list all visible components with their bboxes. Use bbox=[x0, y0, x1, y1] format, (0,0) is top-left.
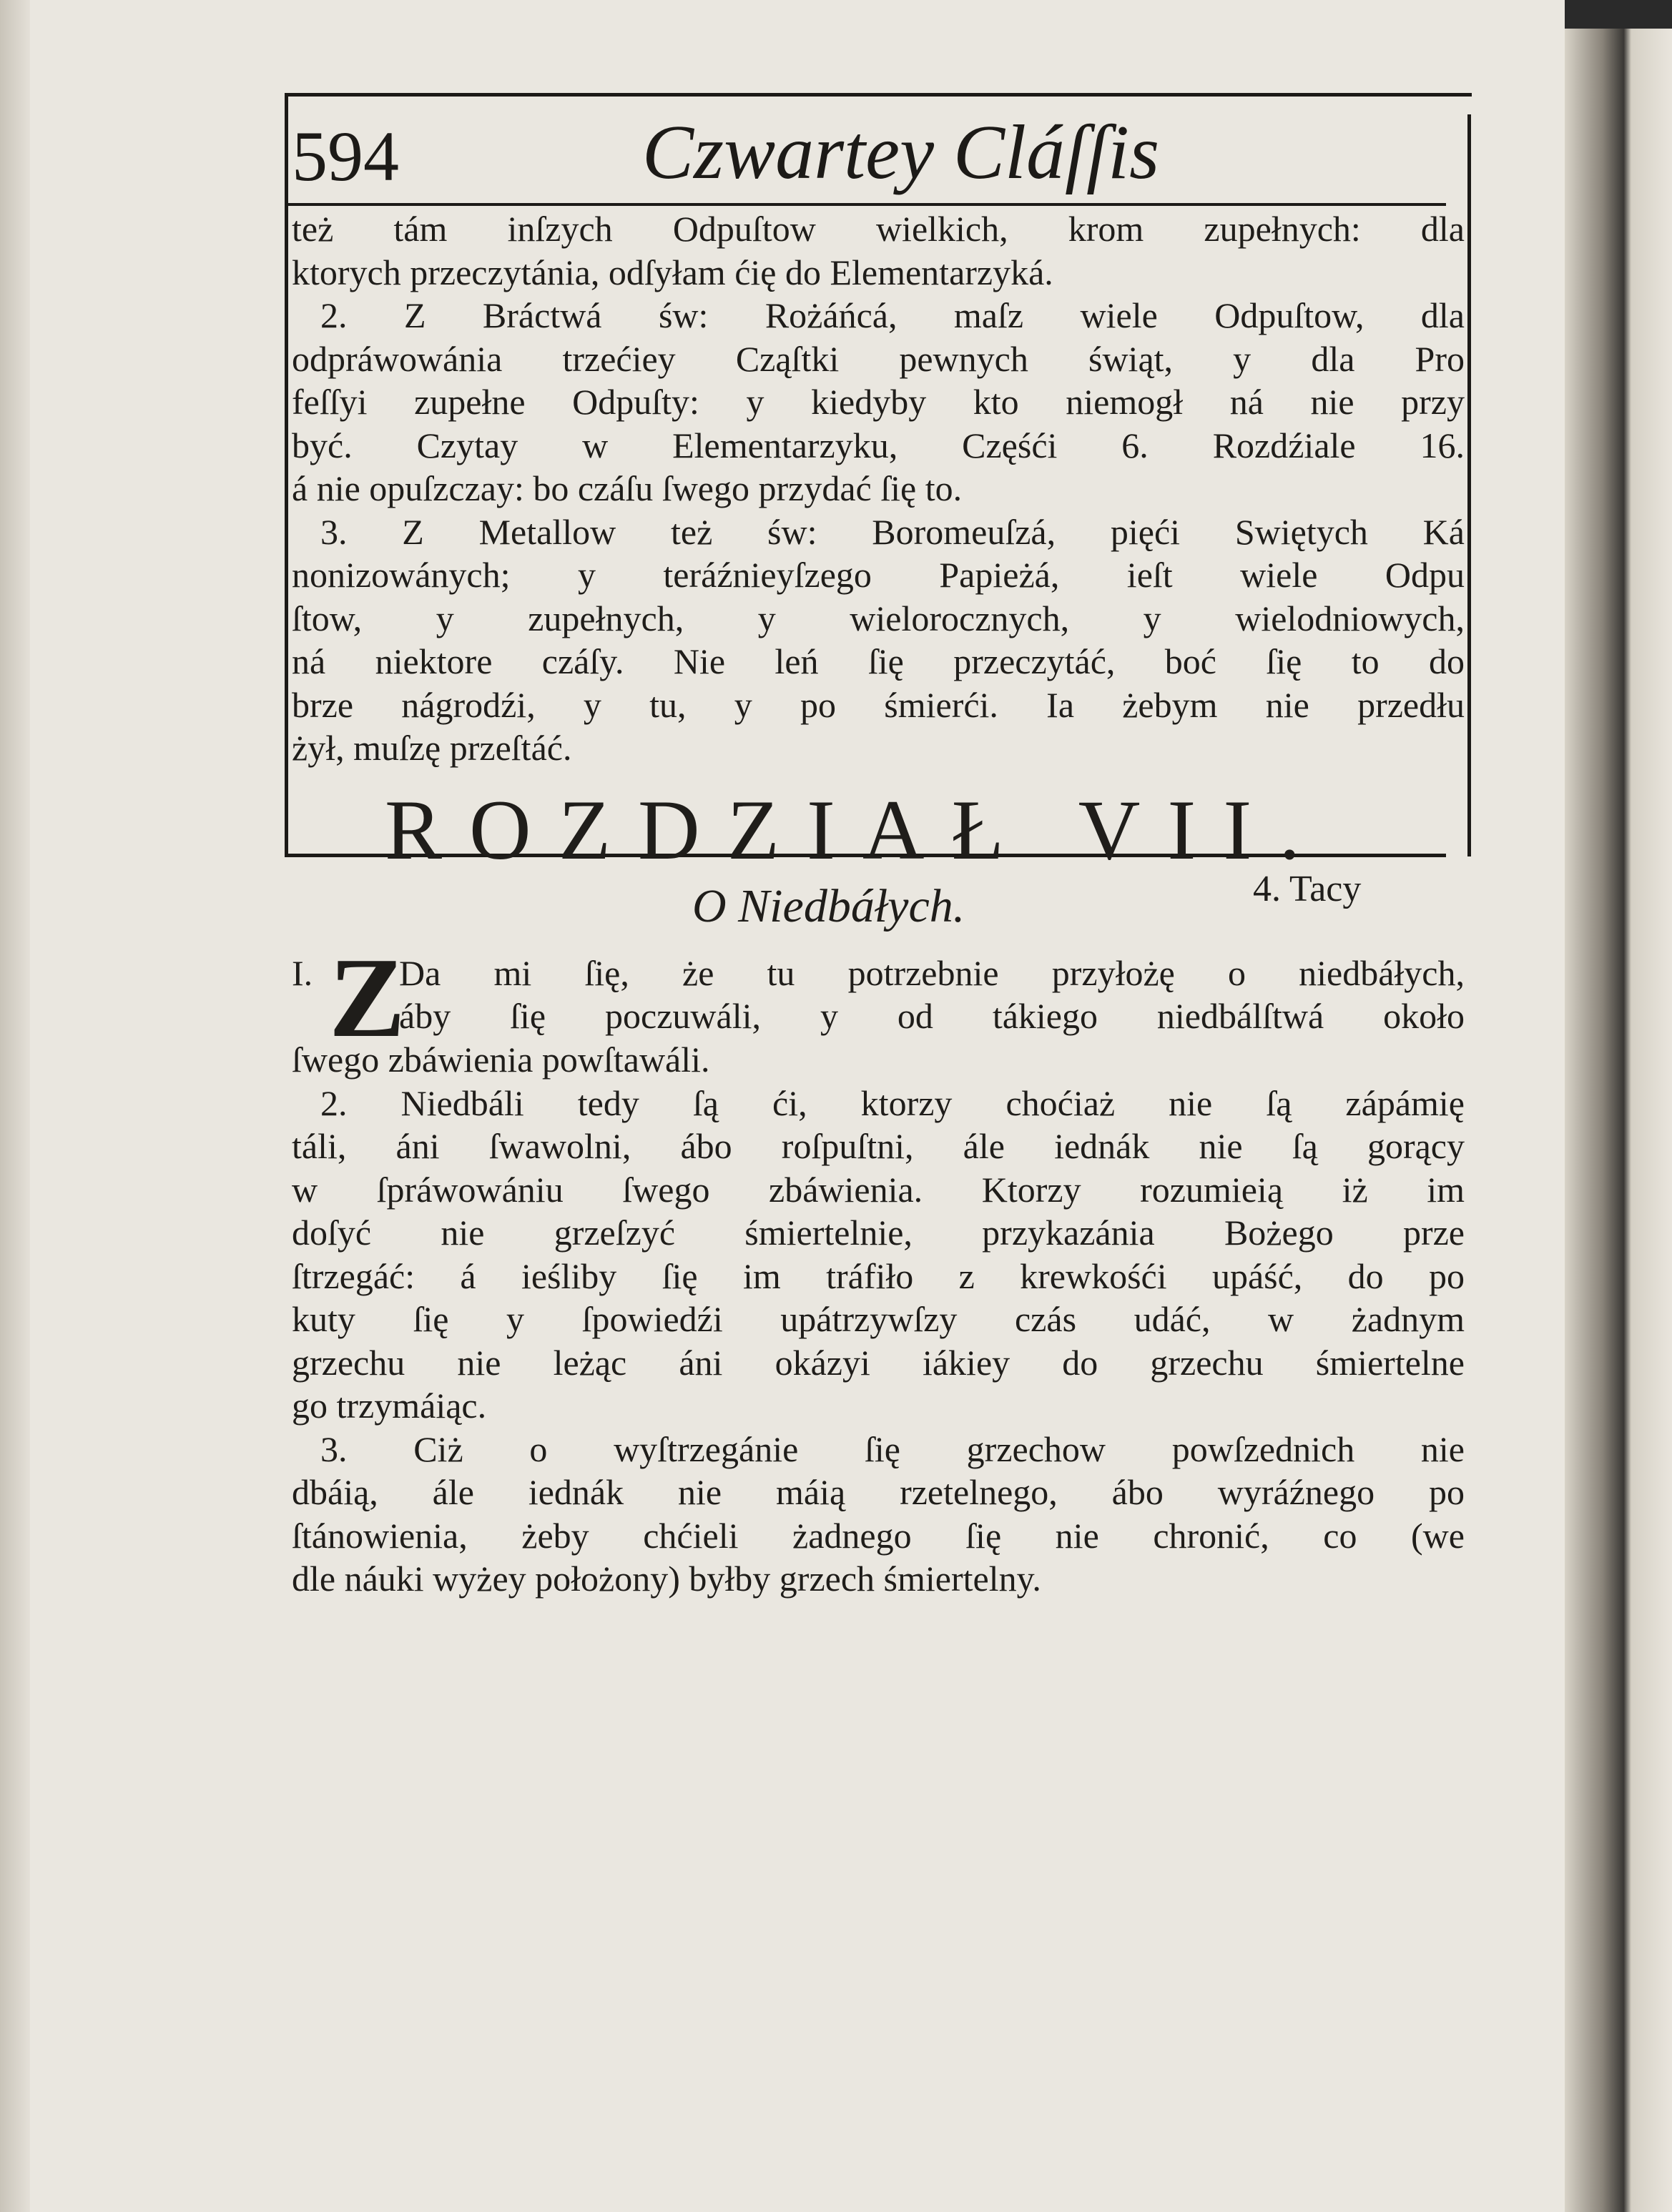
frame-rule-left bbox=[285, 93, 288, 856]
page-edge-shadow bbox=[0, 0, 30, 2212]
text-line: ſtrzegáć: á ieśliby ſię im tráfiło z krewkośći upáść, do po bbox=[292, 1255, 1465, 1296]
text-line: ná niektore czáſy. Nie leń ſię przeczytáć, boć ſię to do bbox=[292, 641, 1465, 681]
text-line: też tám inſzych Odpuſtow wielkich, krom zupełnych: dla bbox=[292, 209, 1465, 249]
book-gutter bbox=[1565, 0, 1672, 2212]
text-line: 3. Z Metallow też św: Boromeuſzá, pięći Swiętych Ká bbox=[320, 511, 1465, 552]
paragraph-1 bbox=[292, 933, 1465, 1082]
text-line: 3. Ciż o wyſtrzegánie ſię grzechow powſzednich nie bbox=[320, 1428, 1465, 1469]
text-line: ſtow, y zupełnych, y wielorocznych, y wielodniowych, bbox=[292, 598, 1465, 638]
book-gutter-top bbox=[1565, 0, 1672, 29]
text-line: feſſyi zupełne Odpuſty: y kiedyby kto niemogł ná nie przy bbox=[292, 382, 1465, 422]
text-line: go trzymáiąc. bbox=[292, 1386, 487, 1426]
chapter-title: ROZDZIAŁ VII. bbox=[385, 781, 1328, 877]
text-line: ſtánowienia, żeby chćieli żadnego ſię nie chronić, co (we bbox=[292, 1515, 1465, 1556]
text-line: áby ſię poczuwáli, y od tákiego niedbálſtwá około bbox=[399, 996, 1465, 1036]
text-line: táli, áni ſwawolni, ábo roſpuſtni, ále iednák nie ſą gorący bbox=[292, 1126, 1465, 1166]
text-line: nonizowánych; y teráźnieyſzego Papieżá, ieſt wiele Odpu bbox=[292, 555, 1465, 595]
text-line: á nie opuſzczay: bo czáſu ſwego przydać ſię to. bbox=[292, 468, 963, 508]
page-number: 594 bbox=[292, 117, 399, 196]
catchword: 4. Tacy bbox=[1253, 869, 1362, 909]
text-line: kuty ſię y ſpowiedźi upátrzywſzy czás udáć, w żadnym bbox=[292, 1299, 1465, 1339]
text-line: żył, muſzę przeſtáć. bbox=[292, 728, 572, 768]
running-head: Czwartey Cláſſis bbox=[642, 110, 1160, 195]
text-line: ktorych przeczytánia, odſyłam ćię do Elementarzyká. bbox=[292, 252, 1053, 292]
text-line: 2. Z Bráctwá św: Rożáńcá, maſz wiele Odpuſtow, dla bbox=[320, 295, 1465, 335]
text-line: doſyć nie grzeſzyć śmiertelnie, przykazánia Bożego prze bbox=[292, 1213, 1465, 1253]
text-line: odpráwowánia trzećiey Cząſtki pewnych świąt, y dla Pro bbox=[292, 338, 1465, 379]
text-line: 2. Niedbáli tedy ſą ći, ktorzy choćiaż nie ſą zápámię bbox=[320, 1082, 1465, 1123]
text-line: dbáią, ále iednák nie máią rzetelnego, ábo wyráźnego po bbox=[292, 1472, 1465, 1512]
frame-rule-top bbox=[285, 93, 1472, 97]
page-header bbox=[286, 107, 1445, 200]
text-line: ſwego zbáwienia powſtawáli. bbox=[292, 1039, 710, 1080]
frame-rule-header bbox=[285, 203, 1446, 206]
paragraph-number: I. bbox=[292, 952, 313, 993]
text-line: w ſpráwowániu ſwego zbáwienia. Ktorzy rozumieią iż im bbox=[292, 1169, 1465, 1210]
chapter-subtitle: O Niedbáłych. bbox=[692, 879, 965, 932]
text-line: Da mi ſię, że tu potrzebnie przyłożę o niedbáłych, bbox=[399, 952, 1465, 993]
text-line: dle náuki wyżey położony) byłby grzech śmiertelny. bbox=[292, 1559, 1041, 1599]
frame-rule-right bbox=[1467, 114, 1471, 856]
text-line: być. Czytay w Elementarzyku, Częśći 6. Rozdźiale 16. bbox=[292, 425, 1465, 465]
drop-cap: Z bbox=[329, 933, 405, 1061]
text-line: grzechu nie leżąc áni okázyi iákiey do grzechu śmiertelne bbox=[292, 1342, 1465, 1383]
text-line: brze nágrodźi, y tu, y po śmierći. Ia żebym nie przedłu bbox=[292, 684, 1465, 725]
